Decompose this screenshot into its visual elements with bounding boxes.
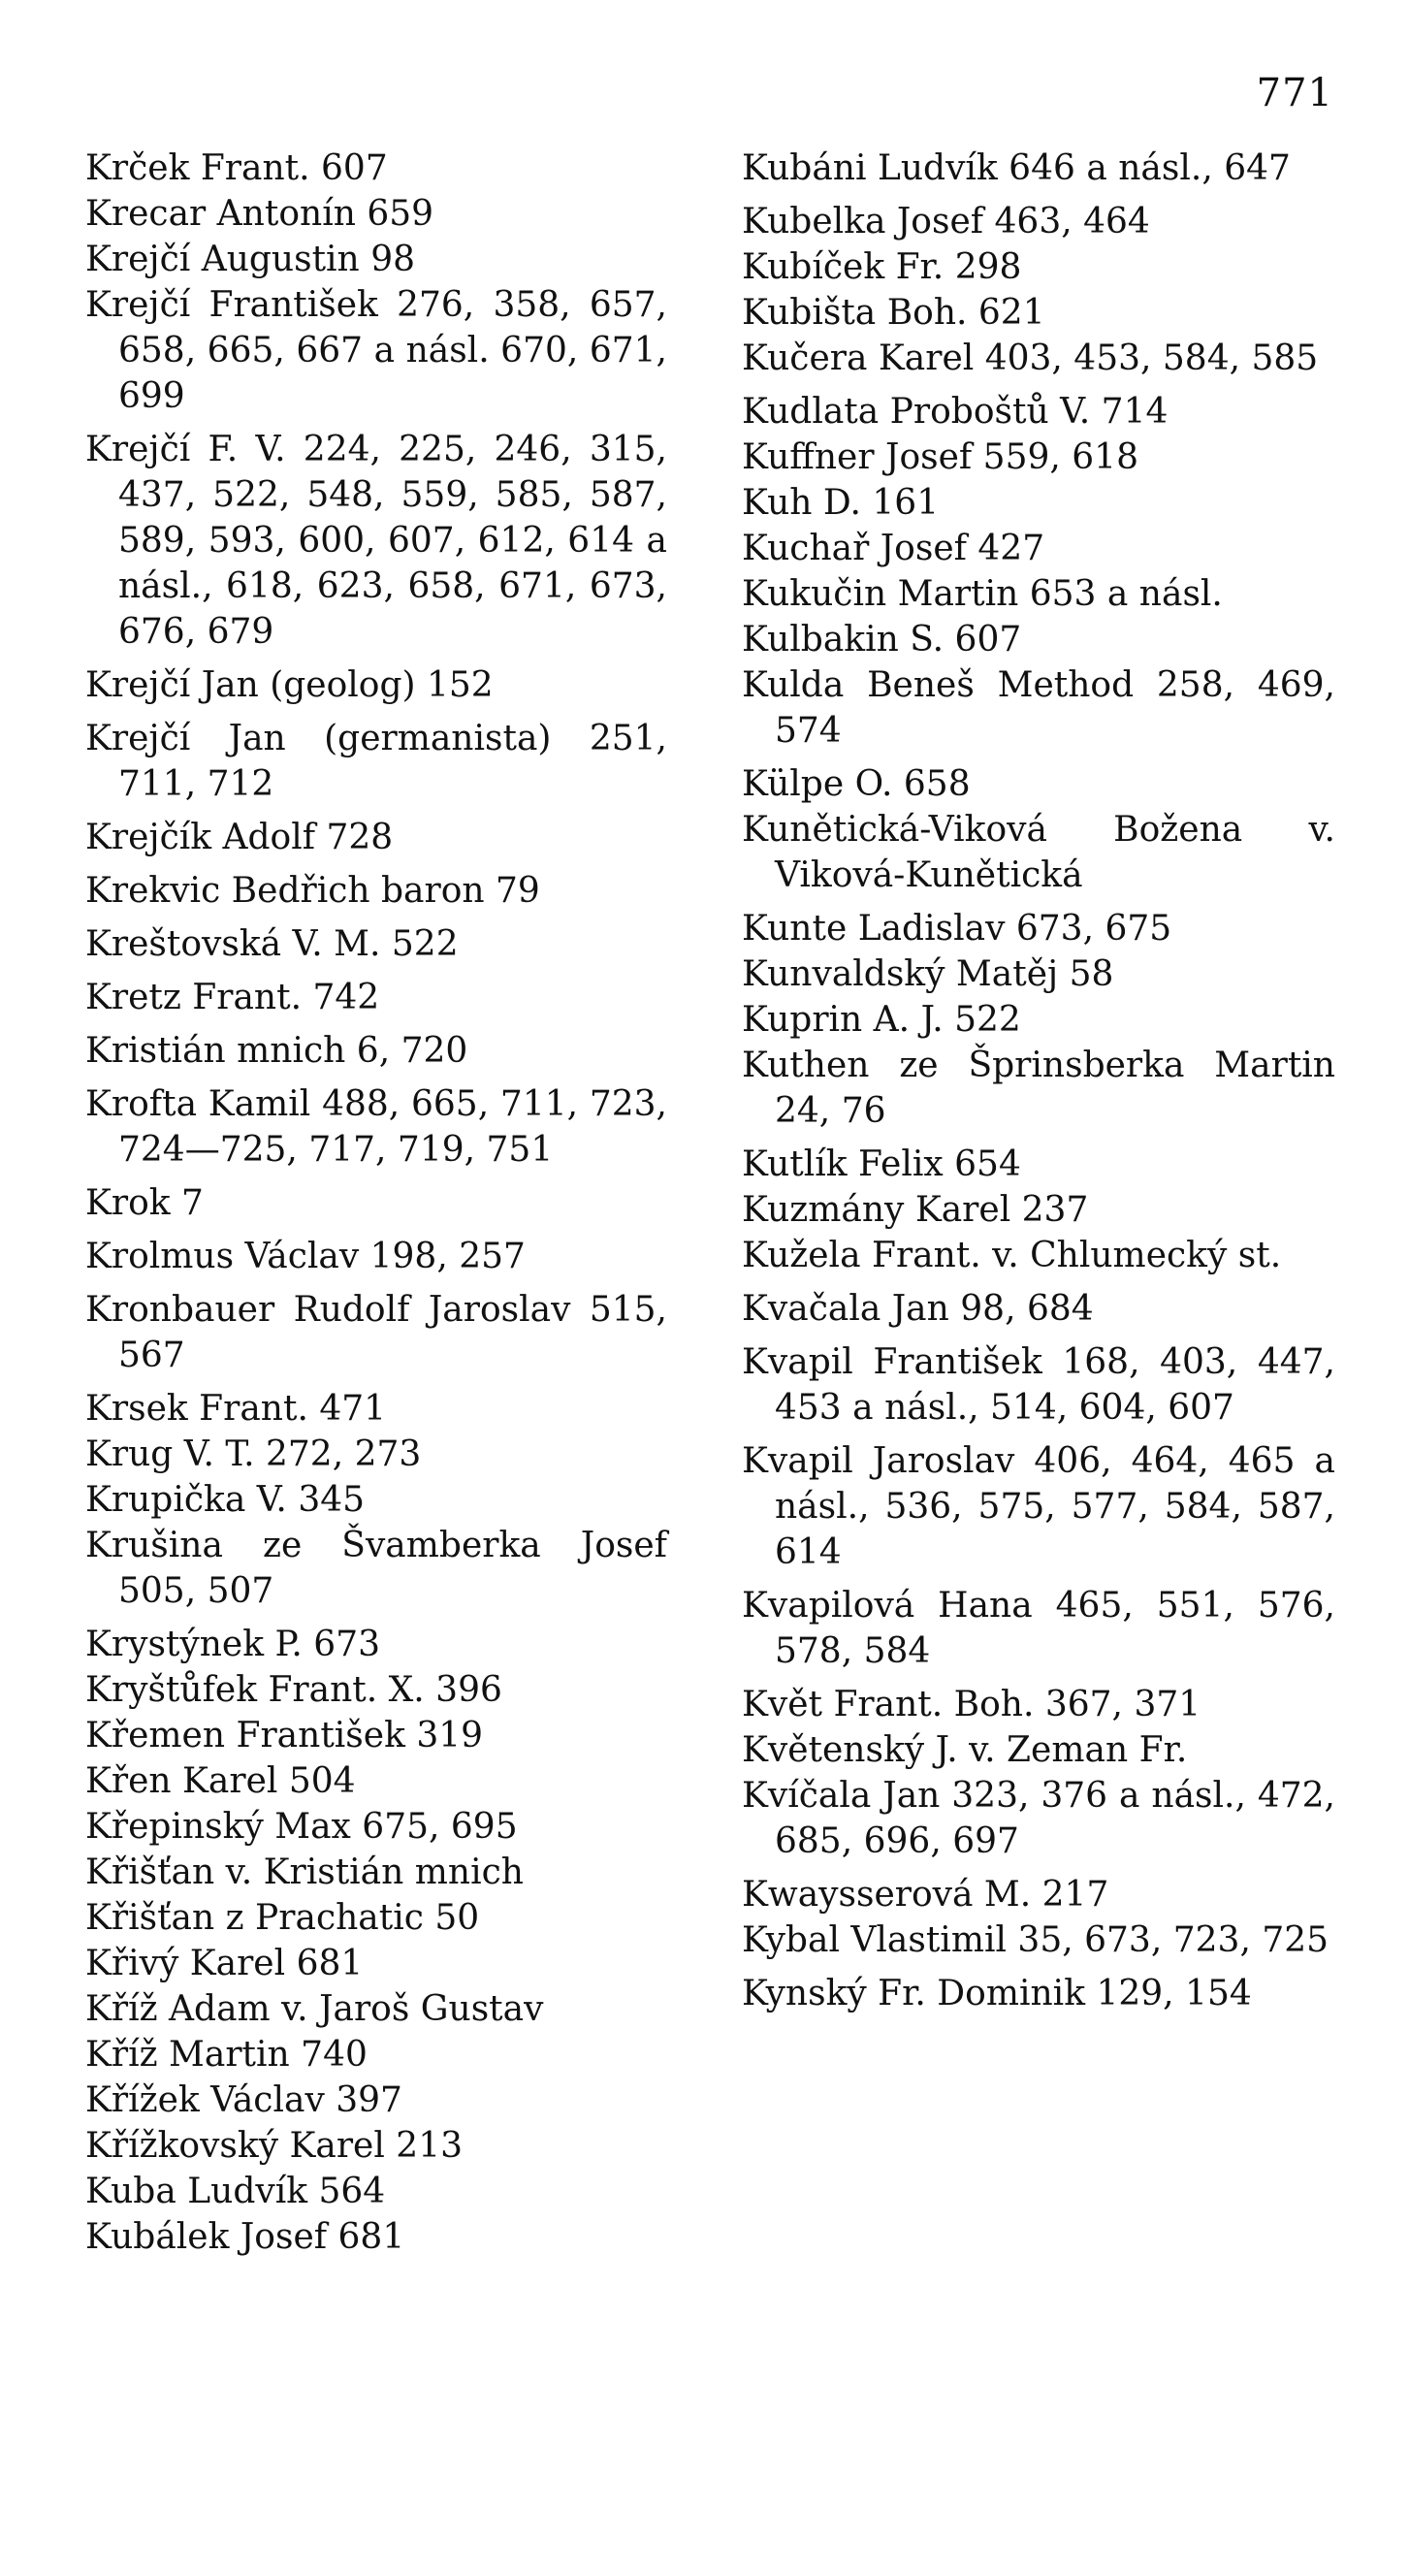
- index-entry: Kvapil František 168, 403, 447, 453 a násl., 514, 604, 607: [742, 1342, 1335, 1428]
- index-entry: Kvačala Jan 98, 684: [742, 1289, 1094, 1329]
- index-entry: Květenský J. v. Zeman Fr.: [742, 1730, 1188, 1770]
- index-entry: Křišťan v. Kristián mnich: [85, 1852, 524, 1892]
- index-entry: Kuprin A. J. 522: [742, 1000, 1021, 1040]
- index-entry: Kulda Beneš Method 258, 469, 574: [742, 665, 1335, 751]
- index-entry: Krejčí Jan (germanista) 251, 711, 712: [85, 719, 667, 804]
- index-entry: Kunětická-Viková Božena v. Viková-Kunětická: [742, 810, 1335, 895]
- index-entry: Křišťan z Prachatic 50: [85, 1898, 480, 1938]
- index-entry: Kreštovská V. M. 522: [85, 924, 459, 964]
- index-entry: Krupička V. 345: [85, 1480, 366, 1520]
- index-entry: Kuchař Josef 427: [742, 529, 1045, 568]
- index-entry: Kunvaldský Matěj 58: [742, 954, 1114, 994]
- index-entry: Kužela Frant. v. Chlumecký st.: [742, 1236, 1282, 1275]
- index-entry: Krug V. T. 272, 273: [85, 1434, 422, 1474]
- index-entry: Krejčí František 276, 358, 657, 658, 665, 667 a násl. 670, 671, 699: [85, 285, 667, 416]
- index-entry: Kybal Vlastimil 35, 673, 723, 725: [742, 1920, 1329, 1960]
- index-entry: Kubáni Ludvík 646 a násl., 647: [742, 148, 1291, 188]
- index-entry: Kříž Adam v. Jaroš Gustav: [85, 1989, 544, 2029]
- index-entry: Krekvic Bedřich baron 79: [85, 871, 540, 911]
- index-entry: Kynský Fr. Dominik 129, 154: [742, 1974, 1252, 2013]
- index-column-right: [742, 145, 1335, 2024]
- index-entry: Kuzmány Karel 237: [742, 1190, 1089, 1230]
- index-entry: Kukučin Martin 653 a násl.: [742, 574, 1223, 614]
- index-entry: Křen Karel 504: [85, 1761, 356, 1801]
- index-entry: Křížek Václav 397: [85, 2080, 402, 2120]
- index-entry: Kuh D. 161: [742, 483, 940, 523]
- index-entry: Kubelka Josef 463, 464: [742, 202, 1150, 242]
- index-entry: Kwaysserová M. 217: [742, 1875, 1109, 1915]
- index-entry: Krček Frant. 607: [85, 148, 388, 188]
- index-entry: Kubálek Josef 681: [85, 2217, 405, 2257]
- index-entry: Kučera Karel 403, 453, 584, 585: [742, 338, 1319, 378]
- index-entry: Krofta Kamil 488, 665, 711, 723, 724—725, 717, 719, 751: [85, 1084, 667, 1170]
- index-entry: Kudlata Proboštů V. 714: [742, 392, 1169, 432]
- index-entry: Křivý Karel 681: [85, 1944, 364, 1983]
- index-entry: Kunte Ladislav 673, 675: [742, 909, 1172, 949]
- index-entry: Kuba Ludvík 564: [85, 2172, 386, 2211]
- index-entry: Külpe O. 658: [742, 764, 971, 804]
- index-column-left: [85, 145, 667, 2260]
- page-number: 771: [1256, 71, 1333, 115]
- index-entry: Křepinský Max 675, 695: [85, 1807, 518, 1847]
- index-entry: Krejčí Jan (geolog) 152: [85, 665, 494, 705]
- index-entry: Květ Frant. Boh. 367, 371: [742, 1685, 1201, 1724]
- index-entry: Křemen František 319: [85, 1716, 484, 1755]
- index-entry: Krystýnek P. 673: [85, 1625, 380, 1664]
- index-entry: Krsek Frant. 471: [85, 1389, 387, 1429]
- index-entry: Křížkovský Karel 213: [85, 2126, 464, 2166]
- index-entry: Kubišta Boh. 621: [742, 293, 1045, 333]
- index-entry: Kryštůfek Frant. X. 396: [85, 1670, 502, 1710]
- index-entry: Kříž Martin 740: [85, 2035, 368, 2075]
- index-entry: Kvapilová Hana 465, 551, 576, 578, 584: [742, 1586, 1335, 1671]
- index-entry: Kuffner Josef 559, 618: [742, 437, 1138, 477]
- index-entry: Kvapil Jaroslav 406, 464, 465 a násl., 536, 575, 577, 584, 587, 614: [742, 1441, 1335, 1572]
- index-entry: Krušina ze Švamberka Josef 505, 507: [85, 1526, 667, 1611]
- index-entry: Kulbakin S. 607: [742, 620, 1022, 660]
- index-entry: Krejčí F. V. 224, 225, 246, 315, 437, 522, 548, 559, 585, 587, 589, 593, 600, 607, 612, 614 a násl., 618, 623, 658, 671, 673, 676, 679: [85, 430, 667, 652]
- index-entry: Kretz Frant. 742: [85, 978, 380, 1017]
- index-entry: Kvíčala Jan 323, 376 a násl., 472, 685, 696, 697: [742, 1776, 1335, 1861]
- index-entry: Kristián mnich 6, 720: [85, 1031, 468, 1071]
- index-entry: Krejčí Augustin 98: [85, 240, 415, 279]
- index-entry: Krok 7: [85, 1183, 204, 1223]
- index-entry: Kronbauer Rudolf Jaroslav 515, 567: [85, 1290, 667, 1375]
- index-entry: Kuthen ze Šprinsberka Martin 24, 76: [742, 1046, 1335, 1131]
- index-entry: Kutlík Felix 654: [742, 1144, 1021, 1184]
- index-entry: Krecar Antonín 659: [85, 194, 434, 234]
- index-entry: Krejčík Adolf 728: [85, 818, 394, 857]
- index-entry: Kubíček Fr. 298: [742, 247, 1022, 287]
- index-entry: Krolmus Václav 198, 257: [85, 1237, 526, 1276]
